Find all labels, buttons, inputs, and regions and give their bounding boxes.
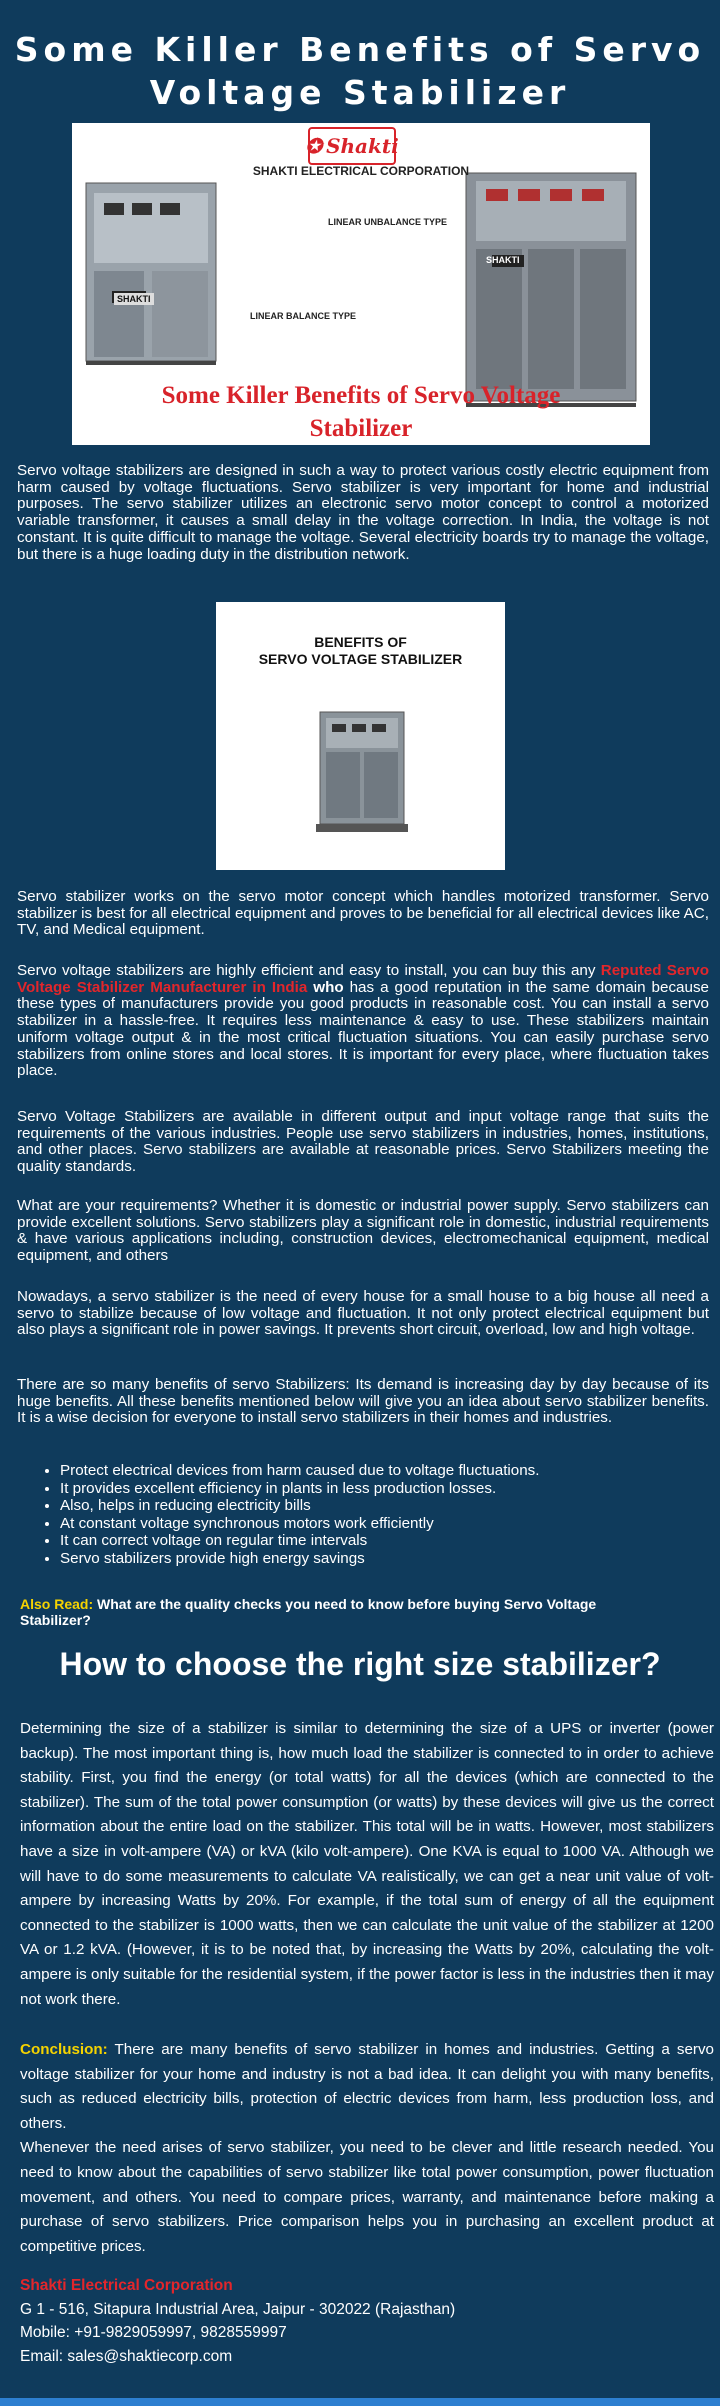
label-balance-type: LINEAR BALANCE TYPE bbox=[250, 311, 357, 321]
conclusion-text-2: Whenever the need arises of servo stabilizer, you need to be clever and little research needed. You need to know about the capabilities of servo stabilizer like total power consumption, power fluctuation movement, and others. You need to compare prices, warranty, and maintenance before making a purchase of servo stabilizers. Price comparison helps you in purchasing an excellent product at competitive prices. bbox=[20, 2139, 714, 2255]
contact-company: Shakti Electrical Corporation bbox=[20, 2277, 233, 2294]
paragraph-availability: Servo Voltage Stabilizers are available in different output and input voltage range that suits the requirements of the various industries. People use servo stabilizers in industries, homes, institutions, and other places. Servo stabilizers are available at reasonable prices. Servo Stabilizers meeting the quality standards. bbox=[17, 1108, 709, 1176]
intro-paragraph: Servo voltage stabilizers are designed in such a way to protect various costly electric equipment from harm caused by voltage fluctuations. Servo stabilizer is very important for home and industrial purposes. The servo stabilizer utilizes an electronic servo motor concept to control a motorized variable transformer, it causes a small delay in the voltage correction. In India, the voltage is not constant. It is quite difficult to manage the voltage. Several electricity boards try to manage the voltage, but there is a huge loading duty in the distribution network. bbox=[17, 462, 709, 563]
paragraph-efficiency bbox=[17, 963, 709, 1080]
paragraph-efficiency-after: has a good reputation in the same domain because these types of manufacturers provide you good products in reasonable cost. You can install a servo stabilizer in a hassle-free. It requires less maintenance & easy to use. These stabilizers maintain uniform voltage output & in the most critical fluctuation situations. You can easily purchase servo stabilizers from online stores and local stores. It is important for every place, where fluctuation takes place. bbox=[17, 978, 709, 1080]
bottom-bar bbox=[0, 2398, 720, 2406]
paragraph-requirements: What are your requirements? Whether it is domestic or industrial power supply. Servo stabilizers can provide excellent solutions. Servo stabilizers play a significant role in domestic, industrial requirements & have various applications including, construction devices, electromechanical equipment, medical equipment, and others bbox=[17, 1197, 709, 1265]
paragraph-conclusion bbox=[20, 2038, 714, 2259]
logo-mark-icon: ✪ bbox=[305, 134, 323, 158]
manufacturer-link[interactable]: Reputed Servo Voltage Stabilizer Manufacturer in India bbox=[17, 962, 709, 996]
logo-text: Shakti bbox=[326, 134, 399, 158]
list-item: • Protect electrical devices from harm caused due to voltage fluctuations. bbox=[60, 1462, 700, 1480]
label-unbalance-type: LINEAR UNBALANCE TYPE bbox=[328, 217, 448, 227]
contact-address: G 1 - 516, Sitapura Industrial Area, Jaipur - 302022 (Rajasthan) bbox=[20, 2300, 456, 2318]
benefits-image-title-line2: SERVO VOLTAGE STABILIZER bbox=[258, 651, 463, 667]
also-read-link[interactable]: What are the quality checks you need to know before buying Servo Voltage Stabilizer? bbox=[20, 1596, 597, 1628]
hero-caption: Some Killer Benefits of Servo Voltage Stabilizer bbox=[161, 382, 561, 442]
benefits-image-title-line1: BENEFITS OF bbox=[314, 634, 407, 650]
section-heading-size: How to choose the right size stabilizer? bbox=[59, 1646, 661, 1682]
unbalance-type-unit bbox=[466, 173, 636, 405]
unit-badge-left: SHAKTI bbox=[114, 293, 154, 305]
hero-company-name: SHAKTI ELECTRICAL CORPORATION bbox=[252, 164, 470, 178]
unit-badge-right: SHAKTI bbox=[486, 255, 520, 265]
list-item: • It can correct voltage on regular time intervals bbox=[60, 1532, 700, 1550]
conclusion-label: Conclusion: bbox=[20, 2041, 108, 2058]
benefits-image bbox=[216, 602, 505, 870]
paragraph-nowadays: Nowadays, a servo stabilizer is the need of every house for a small house to a big house all need a servo to stabilize because of low voltage and fluctuation. It not only protect electrical equipment but also plays a significant role in power savings. It prevents short circuit, overload, low and high voltage. bbox=[17, 1288, 709, 1339]
conclusion-text: There are many benefits of servo stabilizer in homes and industries. Getting a servo voltage stabilizer for your home and industry is not a bad idea. It can delight you with many benefits, such as reduced electricity bills, protection of electric devices from harm, less production loss, and others. bbox=[20, 2041, 714, 2132]
list-item: • At constant voltage synchronous motors work efficiently bbox=[60, 1515, 700, 1533]
hero-image bbox=[72, 123, 650, 445]
paragraph-many-benefits: There are so many benefits of servo Stabilizers: Its demand is increasing day by day because of its huge benefits. All these benefits mentioned below will give you an idea about servo stabilizer benefits. It is a wise decision for everyone to install servo stabilizers in their homes and industries. bbox=[17, 1376, 709, 1427]
paragraph-sizing: Determining the size of a stabilizer is similar to determining the size of a UPS or inverter (power backup). The most important thing is, how much load the stabilizer is connected to in order to achieve stability. First, you find the energy (or total watts) for all the devices (which are connected to the stabilizer). The sum of the total power consumption (or watts) by these devices will give us the correct information about the entire load on the stabilizer. This total will be in watts. However, most stabilizers have a size in volt-ampere (VA) or kVA (kilo volt-ampere). One KVA is equal to 1000 VA. Although we will have to do some measurements to calculate VA realistically, we can get a near unit value of volt-ampere by increasing Watts by 20%. For example, if the total sum of energy of all the equipment connected to the stabilizer is 1000 watts, then we can calculate the unit value of the stabilizer at 1200 VA or 1.2 kVA. (However, it is to be noted that, by increasing the Watts by 20%, calculating the volt-ampere is only suitable for the residential system, if the power factor is less in the industries then it may not work there. bbox=[20, 1720, 714, 2008]
also-read bbox=[20, 1596, 660, 1628]
balance-type-unit bbox=[86, 183, 216, 363]
contact-block bbox=[20, 2274, 700, 2368]
contact-mobile[interactable]: Mobile: +91-9829059997, 9828559997 bbox=[20, 2324, 287, 2341]
page-title: Some Killer Benefits of Servo Voltage Stabilizer bbox=[14, 30, 706, 112]
list-item: • Also, helps in reducing electricity bills bbox=[60, 1497, 700, 1515]
also-read-label: Also Read: bbox=[20, 1596, 94, 1612]
list-item: • Servo stabilizers provide high energy savings bbox=[60, 1550, 700, 1568]
paragraph-efficiency-before: Servo voltage stabilizers are highly efficient and easy to install, you can buy this any bbox=[17, 962, 601, 979]
stabilizer-cabinet-illustration bbox=[216, 602, 505, 870]
paragraph-servo-concept: Servo stabilizer works on the servo motor concept which handles motorized transformer. Servo stabilizer is best for all electrical equipment and proves to be beneficial for all electrical devices like AC, TV, and Medical equipment. bbox=[17, 888, 709, 939]
shakti-logo bbox=[305, 127, 399, 165]
list-item: • It provides excellent efficiency in plants in less production losses. bbox=[60, 1480, 700, 1498]
benefits-list bbox=[40, 1462, 700, 1568]
paragraph-efficiency-bold: who bbox=[307, 978, 344, 996]
contact-email[interactable]: Email: sales@shaktiecorp.com bbox=[20, 2347, 233, 2365]
